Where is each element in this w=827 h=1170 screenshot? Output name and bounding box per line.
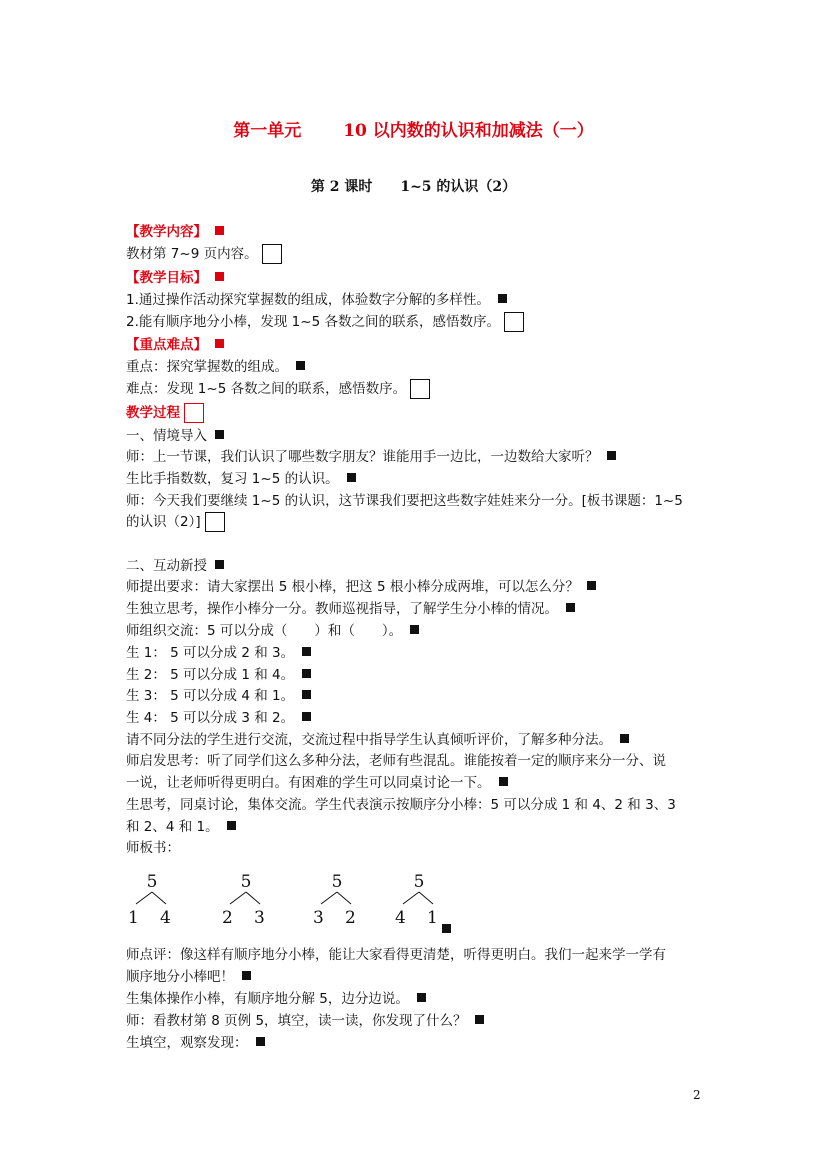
marker-icon — [620, 734, 629, 743]
subtitle-lesson: 第 2 课时 — [310, 179, 373, 195]
text-line: 生 2： 5 可以分成 1 和 4。 — [126, 665, 311, 685]
tree-whole: 5 — [146, 872, 158, 892]
text-line: 师：今天我们要继续 1~5 的认识，这节课我们要把这些数字娃娃来分一分。[板书课题：1~5 — [126, 493, 683, 509]
text-line: 师：看教材第 8 页例 5，填空，读一读，你发现了什么？ — [126, 1011, 484, 1031]
marker-icon — [410, 625, 419, 634]
content-line: 教材第 7~9 页内容。 — [126, 244, 282, 264]
lesson-subtitle — [0, 176, 827, 196]
checkbox-icon — [262, 244, 282, 264]
subtitle-topic: 1~5 的认识（2） — [400, 179, 517, 195]
tree-whole: 5 — [240, 872, 252, 892]
tree-part: 2 — [345, 908, 356, 928]
marker-icon — [215, 560, 224, 569]
text-line: 的认识（2）] — [126, 512, 225, 532]
checkbox-icon — [410, 379, 430, 399]
marker-icon — [607, 451, 616, 460]
title-topic: 10 以内数的认识和加减法（一） — [343, 121, 594, 141]
text-line: 师提出要求：请大家摆出 5 根小棒，把这 5 根小棒分成两堆，可以怎么分？ — [126, 577, 596, 597]
text-line: 一说，让老师听得更明白。有困难的学生可以同桌讨论一下。 — [126, 773, 508, 793]
checkbox-icon — [504, 312, 524, 332]
marker-icon — [347, 473, 356, 482]
marker-icon — [215, 430, 224, 439]
tree-part: 3 — [254, 908, 265, 928]
checkbox-icon — [184, 403, 204, 423]
marker-icon — [475, 1015, 484, 1024]
checkbox-icon — [205, 512, 225, 532]
document-title — [0, 116, 827, 141]
text-line: 生思考，同桌讨论，集体交流。学生代表演示按顺序分小棒：5 可以分成 1 和 4、2 和 3、3 — [126, 797, 676, 813]
goal-1: 1.通过操作活动探究掌握数的组成，体验数字分解的多样性。 — [126, 290, 507, 310]
text-line: 和 2、4 和 1。 — [126, 817, 236, 837]
marker-icon — [215, 226, 224, 235]
marker-icon — [227, 821, 236, 830]
heading-key-points: 【重点难点】 — [126, 335, 224, 355]
heading-goals: 【教学目标】 — [126, 268, 224, 288]
text-line: 生集体操作小棒，有顺序地分解 5，边分边说。 — [126, 989, 426, 1009]
marker-icon — [498, 294, 507, 303]
tree-whole: 5 — [413, 872, 425, 892]
difficult-point: 难点：发现 1~5 各数之间的联系，感悟数序。 — [126, 379, 430, 399]
text-line: 生独立思考，操作小棒分一分。教师巡视指导，了解学生分小棒的情况。 — [126, 599, 575, 619]
heading-process: 教学过程 — [126, 403, 204, 423]
decomposition-tree — [313, 872, 373, 932]
text-line: 生比手指数数，复习 1~5 的认识。 — [126, 469, 356, 489]
text-line: 顺序地分小棒吧！ — [126, 967, 251, 987]
text-line: 请不同分法的学生进行交流，交流过程中指导学生认真倾听评价，了解多种分法。 — [126, 730, 629, 750]
marker-icon — [302, 712, 311, 721]
tree-part: 1 — [427, 908, 438, 928]
marker-icon — [242, 971, 251, 980]
tree-part: 1 — [128, 908, 139, 928]
heading-content: 【教学内容】 — [126, 222, 224, 242]
marker-icon — [302, 669, 311, 678]
tree-part: 3 — [313, 908, 324, 928]
marker-icon — [566, 603, 575, 612]
decomposition-tree — [128, 872, 188, 932]
marker-icon — [587, 581, 596, 590]
text-line: 生填空，观察发现： — [126, 1033, 265, 1053]
marker-icon — [215, 272, 224, 281]
marker-icon — [302, 690, 311, 699]
marker-icon — [215, 339, 224, 348]
key-point: 重点：探究掌握数的组成。 — [126, 357, 305, 377]
marker-icon — [442, 924, 451, 933]
text-line: 师板书： — [126, 840, 180, 856]
section-1-heading: 一、情境导入 — [126, 426, 224, 446]
tree-part: 4 — [160, 908, 171, 928]
marker-icon — [296, 361, 305, 370]
text-line: 生 1： 5 可以分成 2 和 3。 — [126, 643, 311, 663]
page-number: 2 — [693, 1088, 701, 1102]
title-unit: 第一单元 — [233, 121, 302, 141]
text-line: 师组织交流：5 可以分成（ ）和（ ）。 — [126, 621, 419, 641]
marker-icon — [417, 993, 426, 1002]
text-line: 师启发思考：听了同学们这么多种分法，老师有些混乱。谁能按着一定的顺序来分一分、说 — [126, 753, 666, 769]
text-line: 师点评：像这样有顺序地分小棒，能让大家看得更清楚，听得更明白。我们一起来学一学有 — [126, 947, 666, 963]
text-line: 师：上一节课，我们认识了哪些数字朋友？谁能用手一边比，一边数给大家听？ — [126, 447, 616, 467]
goal-2: 2.能有顺序地分小棒，发现 1~5 各数之间的联系，感悟数序。 — [126, 312, 524, 332]
marker-icon — [256, 1037, 265, 1046]
tree-part: 2 — [222, 908, 233, 928]
decomposition-tree — [222, 872, 282, 932]
text-line: 生 3： 5 可以分成 4 和 1。 — [126, 686, 311, 706]
section-2-heading: 二、互动新授 — [126, 556, 224, 576]
marker-icon — [499, 777, 508, 786]
text-line: 生 4： 5 可以分成 3 和 2。 — [126, 708, 311, 728]
decomposition-tree — [395, 872, 455, 932]
tree-whole: 5 — [331, 872, 343, 892]
tree-part: 4 — [395, 908, 406, 928]
marker-icon — [302, 647, 311, 656]
